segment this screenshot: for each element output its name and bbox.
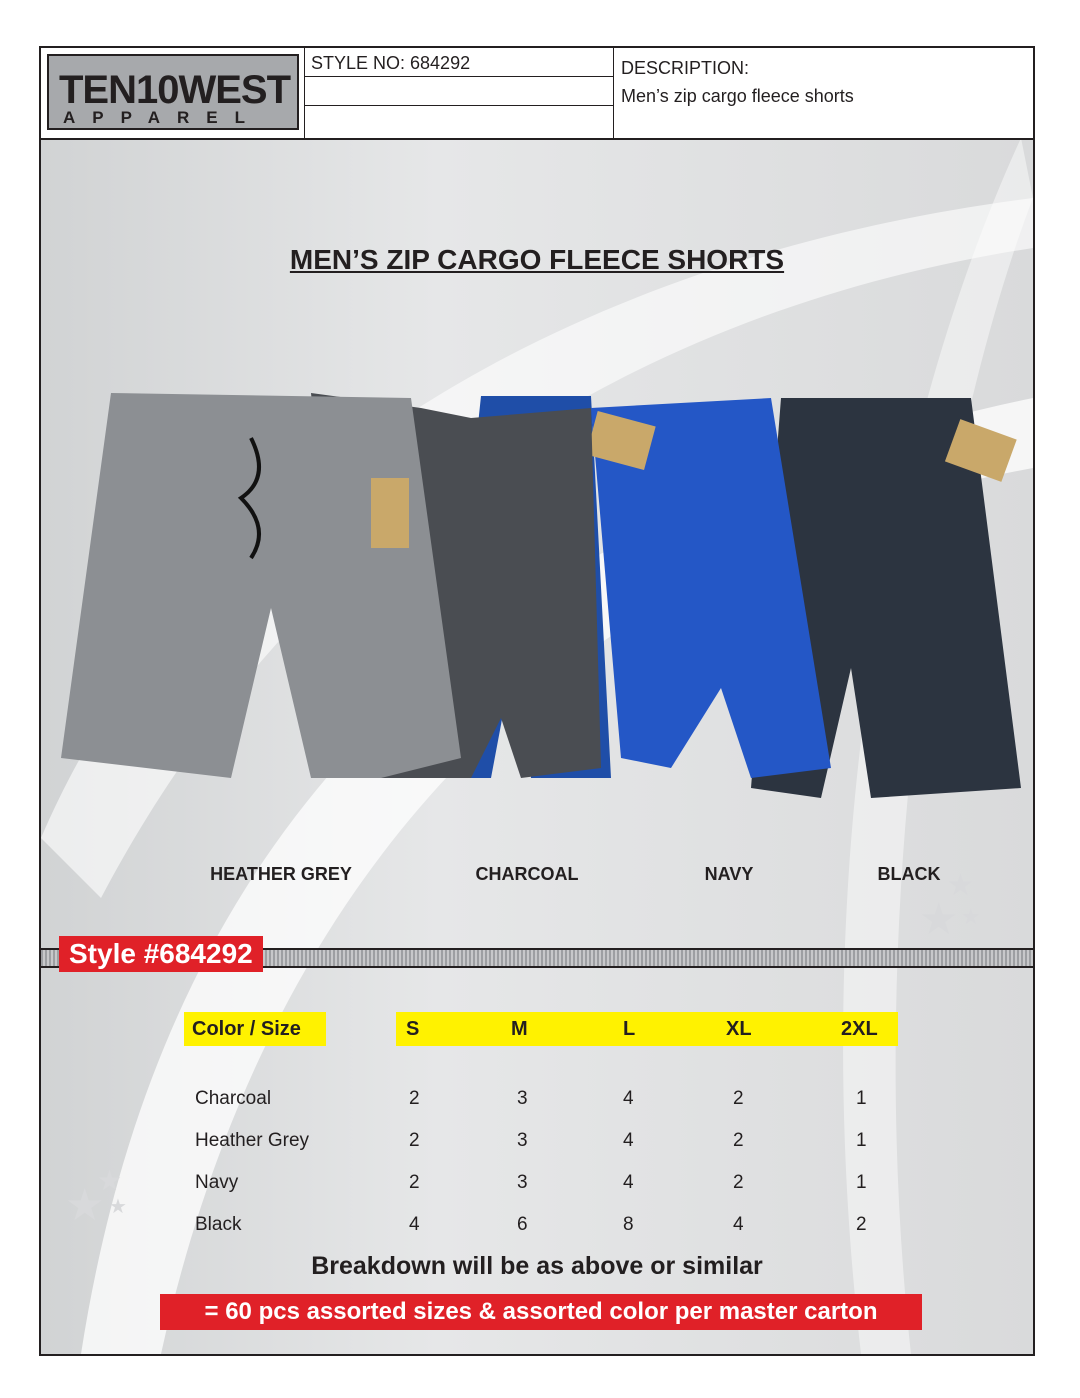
qty-s: 2: [409, 1172, 420, 1193]
caption-navy: NAVY: [704, 864, 754, 884]
row-color: Heather Grey: [195, 1130, 310, 1151]
row-color: Charcoal: [195, 1088, 272, 1109]
style-number-column: [304, 48, 614, 138]
qty-xl: 2: [733, 1088, 744, 1109]
table-header-m: M: [511, 1018, 528, 1040]
qty-s: 4: [409, 1214, 420, 1235]
caption-heather-grey: HEATHER GREY: [210, 864, 352, 884]
logo-main-text: TEN10WEST: [59, 68, 291, 112]
star-icon: ★: [947, 869, 974, 902]
qty-2xl: 1: [856, 1172, 867, 1193]
table-header-xl: XL: [726, 1018, 752, 1040]
page-title: MEN’S ZIP CARGO FLEECE SHORTS: [289, 244, 785, 275]
star-icon: ★: [65, 1181, 105, 1230]
table-header-l: L: [623, 1018, 636, 1040]
row-color: Black: [195, 1214, 242, 1235]
shorts-heather-grey-image: [61, 393, 461, 778]
qty-m: 3: [517, 1130, 528, 1151]
qty-xl: 2: [733, 1130, 744, 1151]
empty-row: [305, 106, 613, 135]
table-header-s: S: [406, 1018, 420, 1040]
description-text: Men’s zip cargo fleece shorts: [621, 86, 854, 106]
style-number: STYLE NO: 684292: [305, 48, 613, 77]
qty-l: 4: [623, 1172, 634, 1193]
description-column: [621, 54, 854, 110]
table-header-sizes-bar: [396, 1012, 898, 1046]
caption-charcoal: CHARCOAL: [475, 864, 579, 884]
description-label: DESCRIPTION:: [621, 58, 750, 78]
caption-black: BLACK: [877, 864, 941, 884]
product-photos: [51, 388, 1031, 808]
qty-2xl: 1: [856, 1130, 867, 1151]
table-header-2xl: 2XL: [841, 1018, 878, 1040]
qty-m: 3: [517, 1088, 528, 1109]
spec-sheet: [39, 46, 1035, 1356]
qty-2xl: 1: [856, 1088, 867, 1109]
breakdown-note: Breakdown will be as above or similar: [311, 1252, 763, 1280]
master-carton-banner: = 60 pcs assorted sizes & assorted color per master carton: [160, 1294, 922, 1330]
qty-l: 4: [623, 1130, 634, 1151]
logo-sub-text: APPAREL: [63, 108, 262, 127]
qty-l: 8: [623, 1214, 634, 1235]
star-icon: ★: [919, 895, 959, 944]
brand-logo: [47, 54, 299, 130]
qty-s: 2: [409, 1088, 420, 1109]
row-color: Navy: [195, 1172, 239, 1193]
empty-row: [305, 77, 613, 106]
star-icon: ★: [109, 1196, 127, 1218]
star-icon: ★: [961, 904, 981, 929]
star-icon: ★: [97, 1165, 123, 1196]
qty-s: 2: [409, 1130, 420, 1151]
qty-xl: 2: [733, 1172, 744, 1193]
qty-m: 3: [517, 1172, 528, 1193]
table-header-color-size: Color / Size: [184, 1012, 326, 1046]
style-badge: Style #684292: [59, 936, 263, 972]
qty-m: 6: [517, 1214, 528, 1235]
qty-l: 4: [623, 1088, 634, 1109]
header: [41, 48, 1033, 140]
qty-2xl: 2: [856, 1214, 867, 1235]
qty-xl: 4: [733, 1214, 744, 1235]
